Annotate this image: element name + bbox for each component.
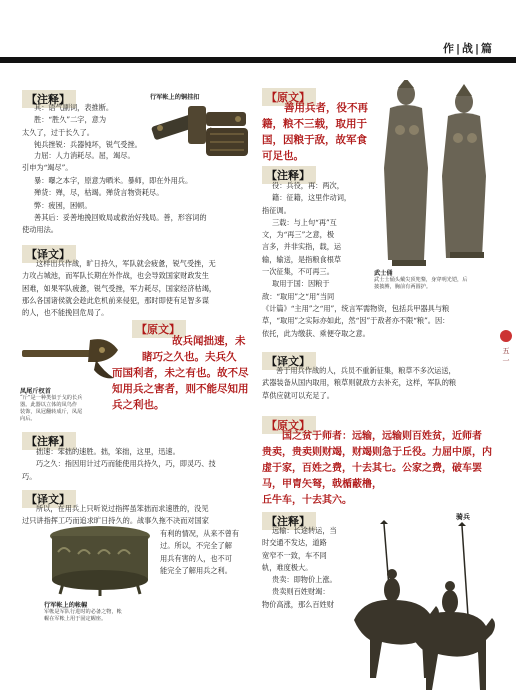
r-notes1-body [262,180,372,303]
trans1-line: 困难，如果军队疲惫，锐气受挫，军力耗尽，国家经济枯竭， [22,283,217,293]
r-notes1-line: 输，输送，是指粮食根草 [262,254,342,264]
notes2-line: 拙速：笨拙的速胜。拙，笨拙，这里，迅速。 [36,447,180,456]
r-notes1-line: 籍：征籍，这里作动词， [272,193,352,203]
r-orig2-line: 虚于家，百姓之费，十去其七。公家之费，破车罢 [262,463,482,474]
notes1-body [22,102,150,151]
bronze-ring-image [200,124,256,164]
page-marker-dot [500,330,512,342]
r-notes2-line: 时交通不发达，道路 [262,538,327,548]
orig2-line: 故兵闻拙速，未 [172,335,246,347]
notes1-line: 善其后：妥善地挽回败局或救治好残局。善，形容词的 [34,212,207,222]
r-orig1-line: 善用兵者，役不再 [284,102,368,114]
trans1-heading: 【译文】 [22,245,76,263]
caption-tent-title: 行军帐上的帐幄 [44,602,88,609]
caption-tent-line: 幄在军帐上用于固定幄座。 [44,616,107,622]
r-notes2-line: 远输：长途转运，当 [272,526,337,535]
r-notes1-line: 役：兵役，再：两次， [272,181,344,190]
caption-tent [44,602,194,623]
r-orig2-line: 马，甲胄矢弩，戟楯蔽橹， [262,479,382,490]
r-notes1-line: 取用于国：因粮于 [272,279,330,289]
caption-top-title: 行军帐上的铜挂扣 [150,94,200,101]
page-header [0,0,516,58]
r-orig1-line: 籍，粮不三载，取用于 [262,118,367,130]
notes1-line: 其：语气副词，表推断。 [34,103,114,112]
r-notes1-body-b [262,303,488,340]
notes1-line: 殚货：殚，尽，枯竭。殚货言物资耗尽。 [34,188,164,198]
r-trans1-line: 善于用兵作战的人，兵员不重新征集，粮草不多次运送， [276,366,456,375]
trans2-line: 过。所以，不完全了解 [160,541,232,551]
r-trans1-body [262,365,488,402]
page-number: 五 一 [502,347,510,365]
orig2-line: 知用兵之害者，则不能尽知用 [112,383,249,395]
caption-axe [20,388,102,423]
notes1-line: 太久了，过于长久了。 [22,127,94,137]
r-trans1-line: 武器装备从国内取用，粮草则就敌方去补充，这样，军队的粮 [262,378,457,388]
trans1-body [22,258,248,319]
r-notes1-line: 文，为“再三”之意，极 [262,230,335,240]
orig2-line: 兵之利也。 [112,399,165,411]
r-trans1-line: 草供应就可以充足了。 [262,390,334,400]
r-notes2-heading: 【注释】 [262,512,316,530]
orig2-body [112,333,252,413]
r-orig1-line: 可足也。 [262,150,304,162]
r-orig2-line: 贵卖，贵卖则财竭，财竭则急于丘役。力屈中原，内 [262,447,492,458]
r-orig2-line: 国之贫于师者：远输，远输则百姓贫，近师者 [282,431,482,442]
caption-warrior-line: 披披膊，胸前有两圆护。 [374,284,432,290]
caption-axe-line: “斤”是一种类似于戈的长兵 [20,395,83,401]
r-notes1-line: 敌：“取用”之“用”当同 [262,291,335,301]
notes1-line: 胜：“胜久”二字，意为 [34,115,107,125]
notes1-line: 弊：疲困，困顿。 [34,200,92,210]
phoenix-axe-image [20,334,126,386]
r-notes1-line: 草，“取用”之实际亦如此，然“因”于敌者亦不限“粮”。因： [262,316,450,326]
caption-axe-title: 凤尾斤杈首 [20,388,51,395]
r-orig2-heading: 【原文】 [262,416,316,434]
trans2-line: 过只讲指挥工巧而追求旷日持久的。战事久拖不决而对国家 [22,516,209,526]
notes2-line: 巧之久：指因用计过巧而能使用兵持久，巧，即灵巧、技 [36,459,216,469]
caption-warrior [374,270,502,291]
r-notes1-line: 《计篇》“主用”之“用”，统言军需物资，包括兵甲器具与粮 [262,304,450,313]
notes1-heading: 【注释】 [22,90,76,108]
notes1-body-b [22,150,157,175]
notes1-line: 力屈：人力消耗尽。屈，竭尽。 [34,151,135,160]
notes2-body [22,446,248,483]
trans2-line: 有利的情况，从来不曾有 [160,529,240,538]
trans1-line: 那么各国诸侯就会趁此危机前来侵犯，那时即使有足智多谋 [22,295,209,305]
trans2-line: 所以，在用兵上只听说过指挥虽笨拙而求速胜的，没见 [36,504,209,513]
trans2-body-b [160,528,250,577]
r-orig1-body [262,100,382,164]
warrior-figurines-image [368,80,498,270]
r-notes1-line: 一次征集，不可再三。 [262,267,334,277]
r-notes2-body [262,525,362,611]
caption-axe-line: 向后。 [20,416,36,422]
notes1-line: 使动用法。 [22,225,58,235]
caption-axe-line: 器。此器以立体的凤鸟作 [20,402,78,408]
r-trans1-heading: 【译文】 [262,352,316,370]
r-orig2-line: 丘牛车，十去其六。 [262,495,352,506]
r-notes2-line: 贵卖：即物价上涨。 [272,575,337,585]
chapter-title: 作|战|篇 [442,42,494,55]
notes2-heading: 【注释】 [22,432,76,450]
r-orig1-heading: 【原文】 [262,88,316,106]
tent-fitting-image [44,522,156,598]
r-notes2-line: 贵卖则百姓财竭： [272,587,330,597]
trans2-line: 用兵有害的人，也不可 [160,553,232,563]
caption-warrior-line: 武士士俑头戴尖顶兜鍪，身穿明光铠，后 [374,277,468,283]
notes1-line: 钝兵挫锐：兵器钝坏，锐气受挫。 [34,139,142,149]
trans2-line: 能完全了解用兵之利。 [160,565,232,575]
orig2-line: 而国利者，未之有也。故不尽 [112,367,249,379]
notes1-body-c [22,175,246,236]
trans2-heading: 【译文】 [22,490,76,508]
r-notes1-line: 依托，此为缴获、乘便夺取之意。 [262,328,370,338]
trans1-line: 这样出兵作战，旷日持久，军队就会疲惫，锐气受挫，无 [36,259,216,268]
r-orig2-body [262,429,492,509]
caption-axe-line: 装饰，凤冠翻转成斤，凤尾 [20,409,83,415]
r-notes1-line: 指征调。 [262,205,291,215]
notes2-line: 巧。 [22,471,37,481]
r-notes2-line: 物价高涨，那么百姓财 [262,599,334,609]
r-notes2-line: 轨，难度极大。 [262,562,313,572]
header-rule [0,57,516,63]
orig2-line: 睹巧之久也。夫兵久 [142,351,237,363]
trans1-line: 力攻占城池，而军队长期在外作战，也会导致国家财政发生 [22,271,209,281]
caption-cavalry: 骑兵 [456,512,470,521]
caption-warrior-title: 武士俑 [374,270,393,277]
r-notes1-line: 三载：与上句“再”互 [272,217,337,227]
r-notes2-line: 宽窄不一致，车不同 [262,550,327,560]
notes1-line: 引申为“竭尽”。 [22,163,73,173]
cavalry-image [350,520,500,696]
r-notes1-heading: 【注释】 [262,166,316,184]
r-orig1-line: 国，因粮于敌，故军食 [262,134,367,146]
caption-tent-line: 军帐是军队行进时的必备之物，帐 [44,609,122,615]
orig2-heading: 【原文】 [132,320,186,338]
trans1-line: 的人，也不能挽回危局了。 [22,308,109,318]
notes1-line: 暴：曝之本字，原意为晒米。暴师，即在外用兵。 [34,176,193,185]
caption-top [150,84,250,101]
r-notes1-line: 言多，并非实指，载，运 [262,242,342,252]
